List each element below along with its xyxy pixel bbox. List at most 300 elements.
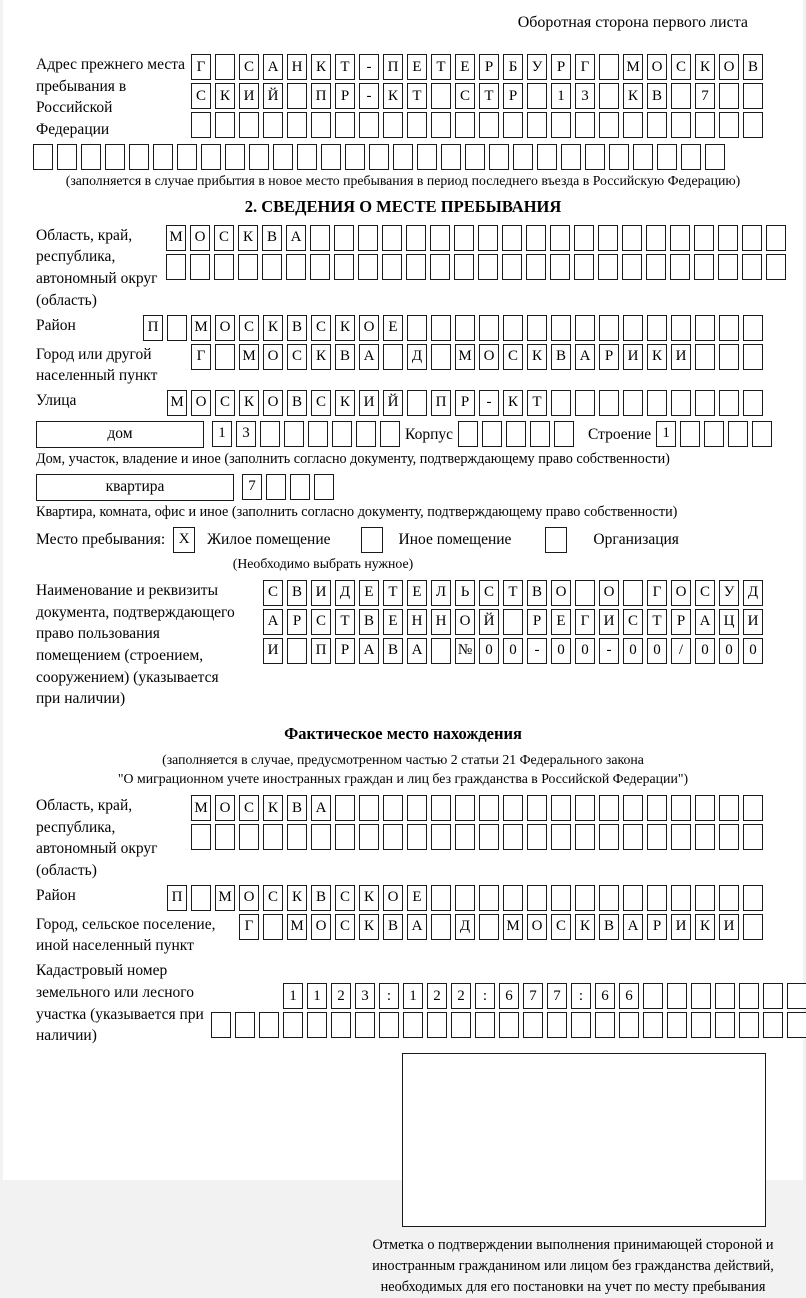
- char-cell[interactable]: [310, 225, 330, 251]
- char-cell[interactable]: Ь: [455, 580, 475, 606]
- char-cell[interactable]: И: [263, 638, 283, 664]
- char-cell[interactable]: 0: [695, 638, 715, 664]
- char-cell[interactable]: :: [379, 983, 399, 1009]
- char-cell[interactable]: [599, 824, 619, 850]
- char-cell[interactable]: О: [190, 225, 210, 251]
- char-cell[interactable]: [695, 795, 715, 821]
- char-cell[interactable]: [249, 144, 269, 170]
- char-cell[interactable]: Н: [407, 609, 427, 635]
- char-cell[interactable]: Г: [191, 54, 211, 80]
- char-cell[interactable]: 7: [695, 83, 715, 109]
- char-cell[interactable]: [647, 315, 667, 341]
- char-cell[interactable]: [57, 144, 77, 170]
- char-cell[interactable]: Р: [455, 390, 475, 416]
- char-cell[interactable]: 1: [307, 983, 327, 1009]
- char-cell[interactable]: [431, 824, 451, 850]
- char-cell[interactable]: М: [191, 315, 211, 341]
- char-cell[interactable]: [311, 824, 331, 850]
- char-cell[interactable]: Д: [335, 580, 355, 606]
- char-cell[interactable]: Т: [527, 390, 547, 416]
- char-cell[interactable]: Е: [455, 54, 475, 80]
- char-cell[interactable]: В: [383, 638, 403, 664]
- char-cell[interactable]: [359, 112, 379, 138]
- char-cell[interactable]: 0: [575, 638, 595, 664]
- char-cell[interactable]: [431, 112, 451, 138]
- char-cell[interactable]: П: [167, 885, 187, 911]
- char-cell[interactable]: [105, 144, 125, 170]
- char-cell[interactable]: [599, 54, 619, 80]
- char-cell[interactable]: [431, 344, 451, 370]
- char-cell[interactable]: [575, 112, 595, 138]
- char-cell[interactable]: А: [407, 914, 427, 940]
- char-cell[interactable]: [214, 254, 234, 280]
- char-cell[interactable]: [719, 83, 739, 109]
- char-cell[interactable]: [286, 254, 306, 280]
- char-cell[interactable]: А: [311, 795, 331, 821]
- char-cell[interactable]: [646, 254, 666, 280]
- char-cell[interactable]: О: [263, 344, 283, 370]
- char-cell[interactable]: [585, 144, 605, 170]
- char-cell[interactable]: [455, 795, 475, 821]
- char-cell[interactable]: [239, 824, 259, 850]
- char-cell[interactable]: [671, 83, 691, 109]
- char-cell[interactable]: [407, 315, 427, 341]
- char-cell[interactable]: 7: [547, 983, 567, 1009]
- char-cell[interactable]: [191, 112, 211, 138]
- char-cell[interactable]: О: [455, 609, 475, 635]
- char-cell[interactable]: [599, 885, 619, 911]
- char-cell[interactable]: [311, 112, 331, 138]
- char-cell[interactable]: 3: [236, 421, 256, 447]
- char-cell[interactable]: О: [479, 344, 499, 370]
- char-cell[interactable]: А: [359, 638, 379, 664]
- char-cell[interactable]: Т: [479, 83, 499, 109]
- char-cell[interactable]: [526, 254, 546, 280]
- char-cell[interactable]: [382, 254, 402, 280]
- char-cell[interactable]: [454, 254, 474, 280]
- char-cell[interactable]: [215, 824, 235, 850]
- char-cell[interactable]: [358, 225, 378, 251]
- char-cell[interactable]: [431, 795, 451, 821]
- char-cell[interactable]: [417, 144, 437, 170]
- char-cell[interactable]: В: [743, 54, 763, 80]
- char-cell[interactable]: -: [359, 54, 379, 80]
- char-cell[interactable]: О: [215, 315, 235, 341]
- char-cell[interactable]: [263, 914, 283, 940]
- char-cell[interactable]: [695, 885, 715, 911]
- char-cell[interactable]: В: [262, 225, 282, 251]
- char-cell[interactable]: [739, 1012, 759, 1038]
- char-cell[interactable]: [406, 225, 426, 251]
- char-cell[interactable]: В: [287, 580, 307, 606]
- char-cell[interactable]: [622, 225, 642, 251]
- char-cell[interactable]: [479, 112, 499, 138]
- char-cell[interactable]: [551, 795, 571, 821]
- char-cell[interactable]: В: [599, 914, 619, 940]
- char-cell[interactable]: [743, 795, 763, 821]
- char-cell[interactable]: С: [287, 344, 307, 370]
- char-cell[interactable]: И: [671, 914, 691, 940]
- char-cell[interactable]: [379, 1012, 399, 1038]
- char-cell[interactable]: [705, 144, 725, 170]
- char-cell[interactable]: В: [527, 580, 547, 606]
- char-cell[interactable]: П: [383, 54, 403, 80]
- char-cell[interactable]: С: [455, 83, 475, 109]
- char-cell[interactable]: [787, 1012, 806, 1038]
- char-cell[interactable]: [239, 112, 259, 138]
- char-cell[interactable]: В: [335, 344, 355, 370]
- char-cell[interactable]: [694, 254, 714, 280]
- char-cell[interactable]: [287, 83, 307, 109]
- char-cell[interactable]: [503, 609, 523, 635]
- char-cell[interactable]: [454, 225, 474, 251]
- char-cell[interactable]: К: [527, 344, 547, 370]
- char-cell[interactable]: [719, 824, 739, 850]
- char-cell[interactable]: О: [191, 390, 211, 416]
- char-cell[interactable]: [551, 315, 571, 341]
- char-cell[interactable]: [681, 144, 701, 170]
- char-cell[interactable]: К: [263, 315, 283, 341]
- char-cell[interactable]: К: [695, 54, 715, 80]
- char-cell[interactable]: В: [287, 795, 307, 821]
- char-cell[interactable]: [647, 824, 667, 850]
- char-cell[interactable]: [503, 885, 523, 911]
- char-cell[interactable]: -: [599, 638, 619, 664]
- char-cell[interactable]: С: [335, 885, 355, 911]
- char-cell[interactable]: П: [311, 638, 331, 664]
- char-cell[interactable]: [743, 914, 763, 940]
- char-cell[interactable]: [287, 824, 307, 850]
- char-cell[interactable]: [238, 254, 258, 280]
- char-cell[interactable]: С: [695, 580, 715, 606]
- char-cell[interactable]: 2: [427, 983, 447, 1009]
- char-cell[interactable]: К: [215, 83, 235, 109]
- char-cell[interactable]: [332, 421, 352, 447]
- char-cell[interactable]: [266, 474, 286, 500]
- char-cell[interactable]: [503, 315, 523, 341]
- char-cell[interactable]: -: [527, 638, 547, 664]
- char-cell[interactable]: [575, 795, 595, 821]
- char-cell[interactable]: Д: [407, 344, 427, 370]
- char-cell[interactable]: [743, 824, 763, 850]
- char-cell[interactable]: [571, 1012, 591, 1038]
- char-cell[interactable]: С: [335, 914, 355, 940]
- char-cell[interactable]: С: [263, 885, 283, 911]
- char-cell[interactable]: [743, 112, 763, 138]
- char-cell[interactable]: [334, 254, 354, 280]
- char-cell[interactable]: [33, 144, 53, 170]
- char-cell[interactable]: К: [335, 390, 355, 416]
- char-cell[interactable]: 7: [242, 474, 262, 500]
- char-cell[interactable]: [503, 795, 523, 821]
- char-cell[interactable]: [595, 1012, 615, 1038]
- char-cell[interactable]: [499, 1012, 519, 1038]
- char-cell[interactable]: В: [647, 83, 667, 109]
- char-cell[interactable]: [263, 112, 283, 138]
- char-cell[interactable]: 2: [331, 983, 351, 1009]
- char-cell[interactable]: И: [311, 580, 331, 606]
- char-cell[interactable]: Г: [647, 580, 667, 606]
- char-cell[interactable]: [766, 254, 786, 280]
- char-cell[interactable]: [307, 1012, 327, 1038]
- char-cell[interactable]: [308, 421, 328, 447]
- char-cell[interactable]: [262, 254, 282, 280]
- char-cell[interactable]: [321, 144, 341, 170]
- char-cell[interactable]: [766, 225, 786, 251]
- char-cell[interactable]: [657, 144, 677, 170]
- char-cell[interactable]: [527, 83, 547, 109]
- char-cell[interactable]: [787, 983, 806, 1009]
- char-cell[interactable]: [719, 390, 739, 416]
- char-cell[interactable]: Г: [239, 914, 259, 940]
- char-cell[interactable]: А: [286, 225, 306, 251]
- char-cell[interactable]: [190, 254, 210, 280]
- char-cell[interactable]: Р: [551, 54, 571, 80]
- char-cell[interactable]: [215, 112, 235, 138]
- char-cell[interactable]: [633, 144, 653, 170]
- char-cell[interactable]: [273, 144, 293, 170]
- char-cell[interactable]: [503, 112, 523, 138]
- char-cell[interactable]: [479, 914, 499, 940]
- char-cell[interactable]: [383, 795, 403, 821]
- char-cell[interactable]: Е: [551, 609, 571, 635]
- char-cell[interactable]: [383, 824, 403, 850]
- char-cell[interactable]: [310, 254, 330, 280]
- char-cell[interactable]: [728, 421, 748, 447]
- char-cell[interactable]: [743, 344, 763, 370]
- char-cell[interactable]: С: [215, 390, 235, 416]
- char-cell[interactable]: [287, 638, 307, 664]
- char-cell[interactable]: Р: [287, 609, 307, 635]
- char-cell[interactable]: [763, 983, 783, 1009]
- char-cell[interactable]: /: [671, 638, 691, 664]
- char-cell[interactable]: [383, 112, 403, 138]
- char-cell[interactable]: [153, 144, 173, 170]
- char-cell[interactable]: О: [527, 914, 547, 940]
- char-cell[interactable]: [478, 225, 498, 251]
- char-cell[interactable]: [670, 254, 690, 280]
- char-cell[interactable]: 3: [575, 83, 595, 109]
- char-cell[interactable]: [623, 112, 643, 138]
- char-cell[interactable]: [719, 795, 739, 821]
- char-cell[interactable]: [431, 315, 451, 341]
- char-cell[interactable]: М: [503, 914, 523, 940]
- char-cell[interactable]: М: [455, 344, 475, 370]
- char-cell[interactable]: Т: [383, 580, 403, 606]
- char-cell[interactable]: [523, 1012, 543, 1038]
- char-cell[interactable]: [465, 144, 485, 170]
- char-cell[interactable]: [455, 824, 475, 850]
- char-cell[interactable]: [743, 83, 763, 109]
- char-cell[interactable]: Н: [431, 609, 451, 635]
- char-cell[interactable]: [430, 225, 450, 251]
- char-cell[interactable]: [574, 225, 594, 251]
- char-cell[interactable]: [719, 344, 739, 370]
- char-cell[interactable]: [331, 1012, 351, 1038]
- char-cell[interactable]: [479, 824, 499, 850]
- char-cell[interactable]: [502, 225, 522, 251]
- char-cell[interactable]: [763, 1012, 783, 1038]
- char-cell[interactable]: [527, 795, 547, 821]
- char-cell[interactable]: [575, 885, 595, 911]
- char-cell[interactable]: [599, 83, 619, 109]
- char-cell[interactable]: Е: [407, 54, 427, 80]
- char-cell[interactable]: [575, 390, 595, 416]
- char-cell[interactable]: О: [551, 580, 571, 606]
- char-cell[interactable]: [647, 885, 667, 911]
- char-cell[interactable]: 1: [212, 421, 232, 447]
- char-cell[interactable]: [260, 421, 280, 447]
- char-cell[interactable]: [335, 112, 355, 138]
- char-cell[interactable]: П: [143, 315, 163, 341]
- char-cell[interactable]: [406, 254, 426, 280]
- char-cell[interactable]: [561, 144, 581, 170]
- char-cell[interactable]: [599, 112, 619, 138]
- char-cell[interactable]: Л: [431, 580, 451, 606]
- char-cell[interactable]: У: [719, 580, 739, 606]
- char-cell[interactable]: О: [599, 580, 619, 606]
- char-cell[interactable]: А: [359, 344, 379, 370]
- char-cell[interactable]: [431, 83, 451, 109]
- char-cell[interactable]: [475, 1012, 495, 1038]
- char-cell[interactable]: [623, 580, 643, 606]
- char-cell[interactable]: [81, 144, 101, 170]
- char-cell[interactable]: [191, 824, 211, 850]
- char-cell[interactable]: М: [623, 54, 643, 80]
- char-cell[interactable]: К: [647, 344, 667, 370]
- char-cell[interactable]: 7: [523, 983, 543, 1009]
- char-cell[interactable]: [551, 824, 571, 850]
- char-cell[interactable]: [647, 390, 667, 416]
- char-cell[interactable]: 2: [451, 983, 471, 1009]
- char-cell[interactable]: [550, 225, 570, 251]
- char-cell[interactable]: М: [215, 885, 235, 911]
- char-cell[interactable]: [283, 1012, 303, 1038]
- char-cell[interactable]: [502, 254, 522, 280]
- char-cell[interactable]: [478, 254, 498, 280]
- char-cell[interactable]: Т: [503, 580, 523, 606]
- char-cell[interactable]: [623, 315, 643, 341]
- char-cell[interactable]: [215, 54, 235, 80]
- char-cell[interactable]: [359, 795, 379, 821]
- char-cell[interactable]: [482, 421, 502, 447]
- char-cell[interactable]: О: [215, 795, 235, 821]
- char-cell[interactable]: [646, 225, 666, 251]
- char-cell[interactable]: С: [239, 795, 259, 821]
- char-cell[interactable]: :: [571, 983, 591, 1009]
- stay-type-checkbox-other-premises[interactable]: [361, 527, 383, 553]
- char-cell[interactable]: [715, 1012, 735, 1038]
- char-cell[interactable]: [752, 421, 772, 447]
- char-cell[interactable]: И: [623, 344, 643, 370]
- char-cell[interactable]: [431, 638, 451, 664]
- char-cell[interactable]: [743, 885, 763, 911]
- char-cell[interactable]: [380, 421, 400, 447]
- char-cell[interactable]: [513, 144, 533, 170]
- char-cell[interactable]: Н: [287, 54, 307, 80]
- char-cell[interactable]: А: [695, 609, 715, 635]
- char-cell[interactable]: О: [239, 885, 259, 911]
- char-cell[interactable]: К: [311, 54, 331, 80]
- char-cell[interactable]: [598, 225, 618, 251]
- char-cell[interactable]: Р: [503, 83, 523, 109]
- char-cell[interactable]: [407, 795, 427, 821]
- char-cell[interactable]: -: [479, 390, 499, 416]
- char-cell[interactable]: Г: [191, 344, 211, 370]
- char-cell[interactable]: М: [287, 914, 307, 940]
- char-cell[interactable]: [623, 390, 643, 416]
- char-cell[interactable]: [527, 885, 547, 911]
- char-cell[interactable]: 0: [623, 638, 643, 664]
- char-cell[interactable]: [704, 421, 724, 447]
- char-cell[interactable]: 0: [719, 638, 739, 664]
- char-cell[interactable]: С: [479, 580, 499, 606]
- char-cell[interactable]: [431, 885, 451, 911]
- char-cell[interactable]: Д: [743, 580, 763, 606]
- char-cell[interactable]: Р: [527, 609, 547, 635]
- char-cell[interactable]: [671, 390, 691, 416]
- char-cell[interactable]: К: [383, 83, 403, 109]
- char-cell[interactable]: [263, 824, 283, 850]
- char-cell[interactable]: [742, 225, 762, 251]
- char-cell[interactable]: [403, 1012, 423, 1038]
- char-cell[interactable]: Е: [407, 885, 427, 911]
- char-cell[interactable]: Й: [263, 83, 283, 109]
- char-cell[interactable]: [479, 795, 499, 821]
- char-cell[interactable]: [177, 144, 197, 170]
- char-cell[interactable]: [215, 344, 235, 370]
- char-cell[interactable]: [623, 824, 643, 850]
- char-cell[interactable]: В: [287, 390, 307, 416]
- char-cell[interactable]: [356, 421, 376, 447]
- char-cell[interactable]: К: [575, 914, 595, 940]
- char-cell[interactable]: С: [214, 225, 234, 251]
- char-cell[interactable]: [599, 795, 619, 821]
- char-cell[interactable]: [550, 254, 570, 280]
- char-cell[interactable]: [455, 315, 475, 341]
- char-cell[interactable]: К: [359, 914, 379, 940]
- stay-type-checkbox-organization[interactable]: [545, 527, 567, 553]
- char-cell[interactable]: [407, 112, 427, 138]
- char-cell[interactable]: [530, 421, 550, 447]
- char-cell[interactable]: [335, 824, 355, 850]
- char-cell[interactable]: [430, 254, 450, 280]
- char-cell[interactable]: [691, 983, 711, 1009]
- char-cell[interactable]: [551, 885, 571, 911]
- char-cell[interactable]: [355, 1012, 375, 1038]
- char-cell[interactable]: [290, 474, 310, 500]
- char-cell[interactable]: А: [623, 914, 643, 940]
- char-cell[interactable]: С: [311, 315, 331, 341]
- char-cell[interactable]: [671, 885, 691, 911]
- char-cell[interactable]: [575, 824, 595, 850]
- char-cell[interactable]: [537, 144, 557, 170]
- char-cell[interactable]: Д: [455, 914, 475, 940]
- char-cell[interactable]: О: [359, 315, 379, 341]
- char-cell[interactable]: К: [238, 225, 258, 251]
- char-cell[interactable]: С: [191, 83, 211, 109]
- char-cell[interactable]: [334, 225, 354, 251]
- char-cell[interactable]: М: [166, 225, 186, 251]
- char-cell[interactable]: [647, 112, 667, 138]
- char-cell[interactable]: Е: [383, 609, 403, 635]
- char-cell[interactable]: О: [719, 54, 739, 80]
- char-cell[interactable]: [369, 144, 389, 170]
- char-cell[interactable]: О: [263, 390, 283, 416]
- char-cell[interactable]: 6: [595, 983, 615, 1009]
- char-cell[interactable]: [719, 885, 739, 911]
- char-cell[interactable]: К: [287, 885, 307, 911]
